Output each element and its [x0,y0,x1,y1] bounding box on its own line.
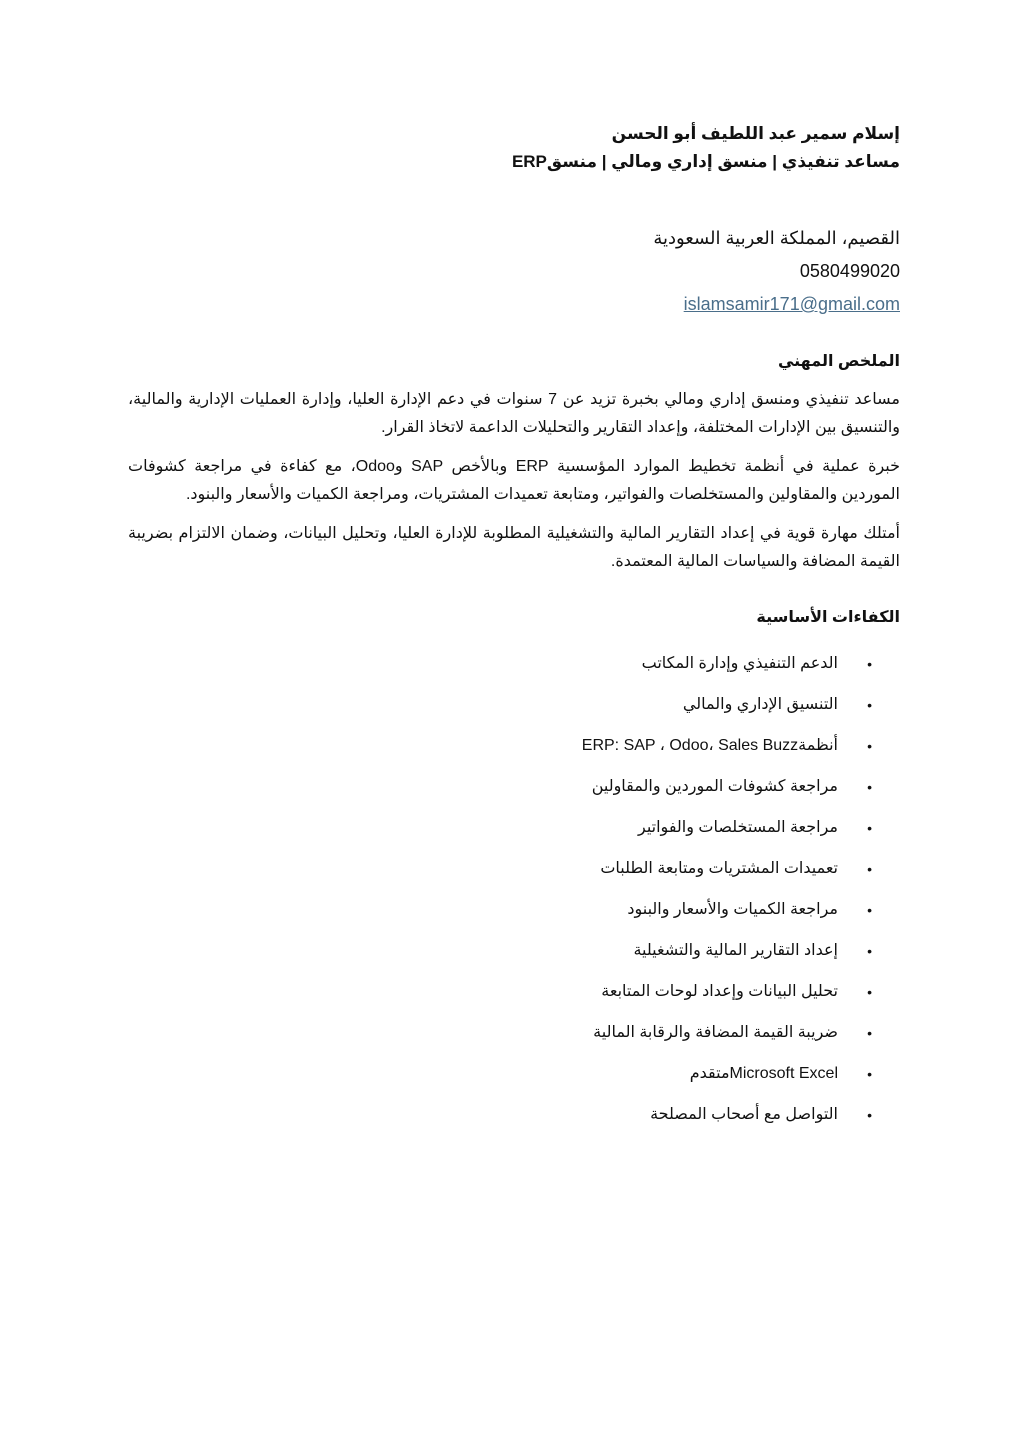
competency-label: التواصل مع أصحاب المصلحة [650,1106,838,1123]
competency-label: مراجعة كشوفات الموردين والمقاولين [591,778,838,795]
summary-paragraph: أمتلك مهارة قوية في إعداد التقارير المالية والتشغيلية المطلوبة للإدارة العليا، وتحليل البيانات، وضمان الالتزام بضريبة القيمة المضافة والسياسات المالية المعتمدة. [128,525,900,570]
list-item [128,807,900,848]
competency-label: تحليل البيانات وإعداد لوحات المتابعة [601,983,838,1000]
competency-label: مراجعة الكميات والأسعار والبنود [627,901,838,918]
bullet-icon: • [867,1107,872,1123]
competency-label: ضريبة القيمة المضافة والرقابة المالية [593,1024,838,1041]
summary-heading: الملخص المهني [777,353,900,370]
core-competencies-section [128,606,900,1135]
bullet-icon: • [867,820,872,836]
professional-summary-section [128,350,900,587]
contact-info [140,222,900,321]
phone-number: 0580499020 [799,261,900,281]
list-item [128,930,900,971]
bullet-icon: • [867,779,872,795]
email-link[interactable]: islamsamir171@gmail.com [683,294,900,314]
summary-paragraph: خبرة عملية في أنظمة تخطيط الموارد المؤسسية ERP وبالأخص SAP وOdoo، مع كفاءة في مراجعة كشوفات الموردين والمقاولين والمستخلصات والفواتير، ومتابعة تعميدات المشتريات، ومراجعة الكميات والأسعار والبنود. [128,458,901,503]
list-item [128,643,900,684]
list-item [128,848,900,889]
competency-label: التنسيق الإداري والمالي [682,696,838,713]
competencies-heading: الكفاءات الأساسية [756,609,900,626]
candidate-title: مساعد تنفيذي | منسق إداري ومالي | منسقERP [511,152,900,171]
list-item [128,971,900,1012]
bullet-icon: • [867,984,872,1000]
bullet-icon: • [867,697,872,713]
list-item [128,889,900,930]
bullet-icon: • [867,1066,872,1082]
summary-paragraph: مساعد تنفيذي ومنسق إداري ومالي بخبرة تزيد عن 7 سنوات في دعم الإدارة العليا، وإدارة العمليات الإدارية والمالية، والتنسيق بين الإدارات المختلفة، وإعداد التقارير والتحليلات الداعمة لاتخاذ القرار. [128,391,900,436]
list-item [128,684,900,725]
bullet-icon: • [867,943,872,959]
bullet-icon: • [867,1025,872,1041]
bullet-icon: • [867,738,872,754]
bullet-icon: • [867,861,872,877]
competency-label: تعميدات المشتريات ومتابعة الطلبات [600,860,838,877]
list-item [128,725,900,766]
bullet-icon: • [867,902,872,918]
resume-header [140,120,900,176]
location-text: القصيم، المملكة العربية السعودية [653,228,900,248]
competency-label: إعداد التقارير المالية والتشغيلية [633,942,838,959]
competency-label: Microsoft Excelمتقدم [689,1065,838,1082]
competency-label: مراجعة المستخلصات والفواتير [638,819,838,836]
candidate-name: إسلام سمير عبد اللطيف أبو الحسن [611,124,900,143]
competency-label: أنظمةERP: SAP ، Odoo، Sales Buzz [581,737,838,754]
competency-label: الدعم التنفيذي وإدارة المكاتب [641,655,838,672]
list-item [128,1012,900,1053]
list-item [128,1053,900,1094]
competencies-list [128,643,900,1135]
bullet-icon: • [867,656,872,672]
list-item [128,766,900,807]
list-item [128,1094,900,1135]
